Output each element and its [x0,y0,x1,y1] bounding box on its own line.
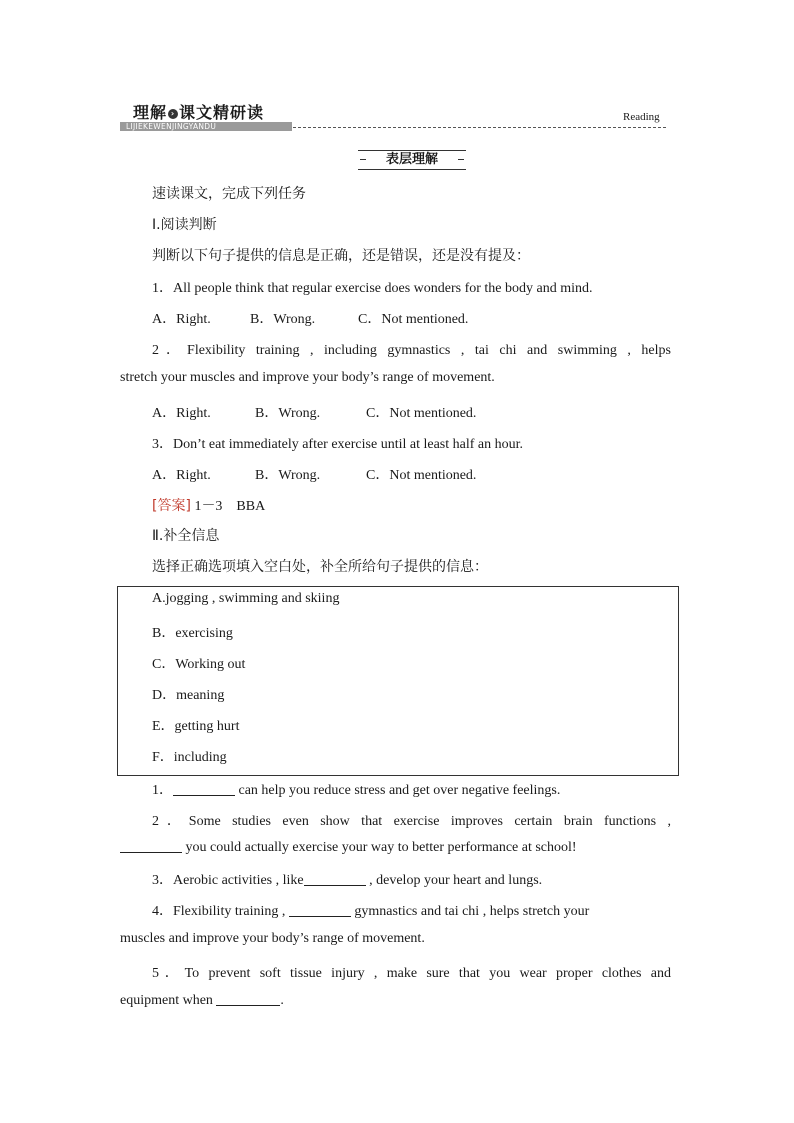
section-label: 表层理解 [358,150,466,170]
section-tag: Reading [623,111,660,123]
fill-question-2-line2 [120,840,577,856]
instructions: 速读课文，完成下列任务 [152,186,306,202]
header-title-main: 理解 [133,103,168,122]
fill-question-3 [152,869,542,889]
fill-question-4-line1 [152,900,589,920]
fill-question-5-line2 [120,993,284,1009]
q2-option-a: A．Right. [152,406,211,421]
fill-q5-before: equipment when [120,993,217,1008]
part1-heading: Ⅰ.阅读判断 [152,217,217,233]
fill-q1-text: can help you reduce stress and get over negative feelings. [238,783,561,798]
fill-q3-after: , develop your heart and lungs. [365,873,543,888]
q1-option-c: C．Not mentioned. [358,312,469,327]
fill-q2-text: you could actually exercise your way to better performance at school! [185,840,577,855]
answer-blank[interactable] [173,783,235,796]
fill-q3-before: 3．Aerobic activities , like [152,873,304,888]
part2-heading: Ⅱ.补全信息 [152,528,220,544]
fill-question-2-line1: 2．Some studies even show that exercise improves certain brain functions , [152,814,671,829]
part2-direction: 选择正确选项填入空白处，补全所给句子提供的信息： [152,559,488,575]
option-d: D．meaning [152,688,225,703]
question-3-stem: 3．Don’t eat immediately after exercise until at least half an hour. [152,437,523,452]
q3-option-b: B．Wrong. [255,468,321,483]
question-2-stem-line1: 2．Flexibility training , including gymnastics , tai chi and swimming , helps [152,343,671,358]
answer-label: [答案] [152,498,191,514]
header-subtitle: LIJIEKEWENJINGYANDU [126,122,217,131]
fill-question-5-line1: 5．To prevent soft tissue injury , make sure that you wear proper clothes and [152,966,671,981]
answer-blank[interactable] [216,993,280,1006]
header-title [133,100,264,123]
option-e: E．getting hurt [152,719,240,734]
fill-q1-number: 1． [152,783,173,798]
header-title-rest: 课文精研读 [179,103,265,122]
arrow-icon: › [168,109,178,119]
q2-option-c: C．Not mentioned. [366,406,477,421]
header-divider [293,127,666,128]
fill-q5-end: . [280,993,284,1008]
answer-blank[interactable] [289,904,351,917]
option-c: C．Working out [152,657,246,672]
answer-line [152,495,265,515]
fill-q4-after: gymnastics and tai chi , helps stretch your [350,904,590,919]
q1-option-a: A．Right. [152,312,211,327]
q3-option-a: A．Right. [152,468,211,483]
question-2-stem-line2: stretch your muscles and improve your body’s range of movement. [120,370,495,385]
q2-option-b: B．Wrong. [255,406,321,421]
fill-question-1 [152,779,560,799]
answer-text: 1－3 BBA [194,499,266,514]
fill-question-4-line2: muscles and improve your body’s range of movement. [120,931,425,946]
fill-q4-before: 4．Flexibility training , [152,904,286,919]
option-f: F．including [152,750,227,765]
q1-option-b: B．Wrong. [250,312,316,327]
answer-blank[interactable] [120,840,182,853]
answer-blank[interactable] [304,873,366,886]
option-a: A.jogging , swimming and skiing [152,591,340,606]
option-b: B．exercising [152,626,233,641]
q3-option-c: C．Not mentioned. [366,468,477,483]
question-1-stem: 1．All people think that regular exercise does wonders for the body and mind. [152,281,593,296]
part1-direction: 判断以下句子提供的信息是正确，还是错误，还是没有提及： [152,248,530,264]
